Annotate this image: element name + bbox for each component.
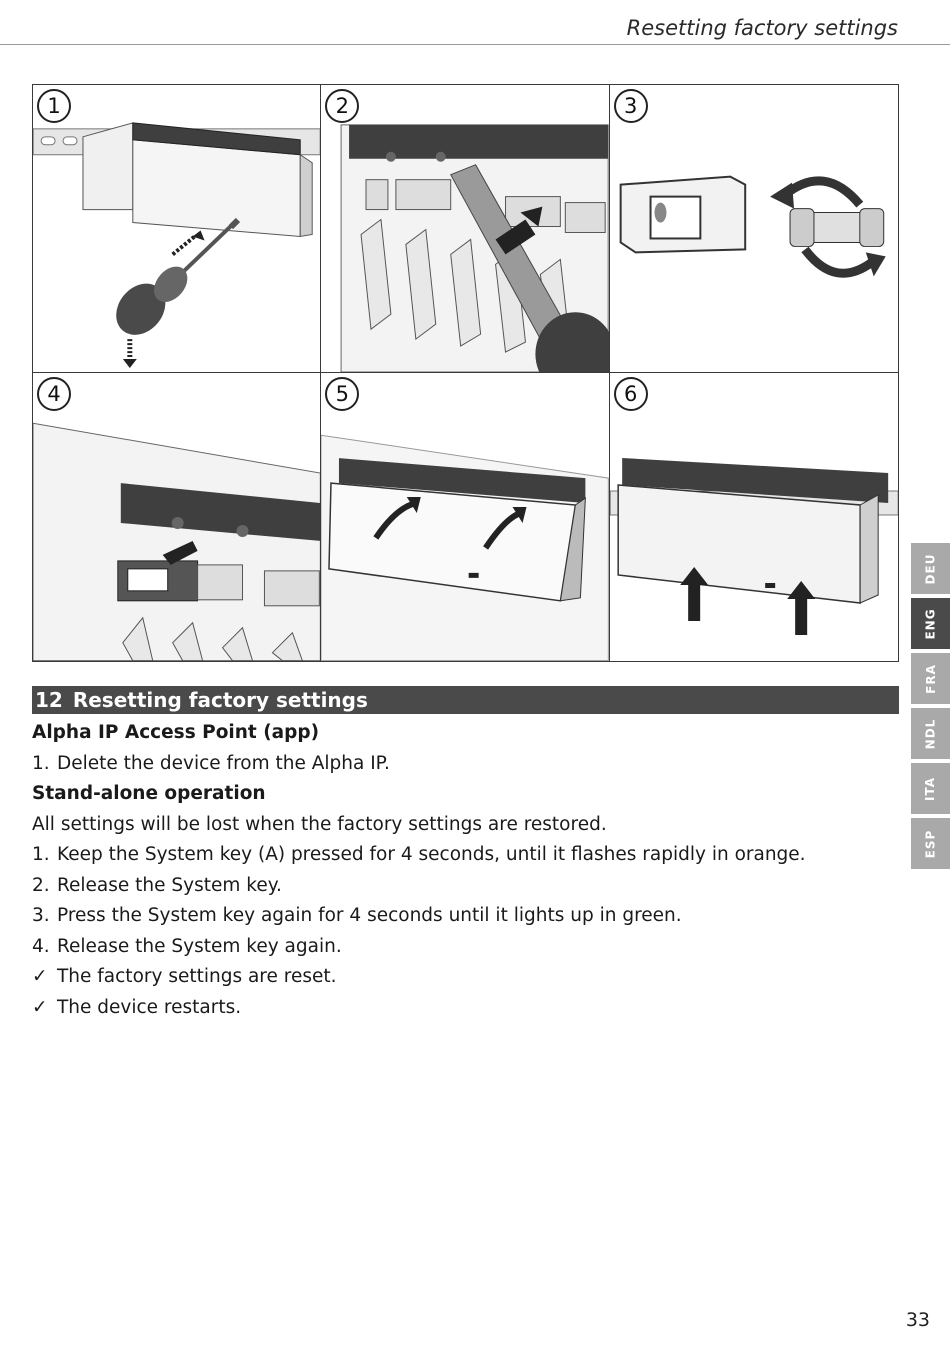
push-up-illustration (610, 373, 898, 661)
checkmark-icon: ✓ (32, 966, 48, 987)
step-panel-3 (610, 85, 898, 373)
header-rule (0, 44, 950, 45)
list-text: Press the System key again for 4 seconds until it lights up in green. (57, 905, 682, 926)
language-tab-label: ESP (923, 829, 938, 858)
standalone-heading: Stand-alone operation (32, 783, 266, 804)
language-tab-label: NDL (923, 718, 938, 749)
step-panel-4 (33, 373, 321, 661)
step-number-badge: 6 (614, 377, 648, 411)
step-panel-1 (33, 85, 321, 373)
standalone-intro: All settings will be lost when the factory settings are restored. (32, 813, 607, 835)
step-number-badge: 2 (325, 89, 359, 123)
screwdriver-illustration (33, 85, 320, 372)
list-text: Keep the System key (A) pressed for 4 seconds, until it flashes rapidly in orange. (57, 844, 806, 865)
list-item (32, 840, 892, 871)
language-tab-esp[interactable] (911, 818, 950, 869)
page-number: 33 (905, 1309, 930, 1331)
fuse-illustration (610, 85, 898, 372)
checkmark-icon: ✓ (32, 996, 48, 1018)
result-text: The factory settings are reset. (57, 966, 337, 987)
list-item (32, 932, 892, 963)
language-tab-eng[interactable] (911, 598, 950, 649)
list-marker: 1. (32, 752, 50, 774)
wiring-illustration (321, 85, 608, 372)
result-item (32, 962, 892, 993)
language-tab-ndl[interactable] (911, 708, 950, 759)
list-item (32, 871, 892, 902)
language-tab-fra[interactable] (911, 653, 950, 704)
section-heading-bar (32, 686, 899, 714)
app-heading: Alpha IP Access Point (app) (32, 722, 320, 743)
step-number-badge: 1 (37, 89, 71, 123)
language-tab-label: FRA (923, 663, 938, 694)
language-tab-label: ITA (923, 776, 938, 801)
language-tab-ita[interactable] (911, 763, 950, 814)
language-tab-deu[interactable] (911, 543, 950, 594)
instruction-figure (32, 84, 899, 662)
step-panel-2 (321, 85, 609, 373)
language-tabs (911, 543, 950, 873)
section-number: 12 (35, 688, 63, 712)
list-marker: 4. (32, 935, 50, 957)
step-panel-6 (610, 373, 898, 661)
list-marker: 3. (32, 905, 50, 926)
language-tab-label: ENG (923, 607, 938, 640)
module-insert-illustration (33, 373, 320, 661)
list-text: Delete the device from the Alpha IP. (57, 752, 390, 774)
list-text: Release the System key. (57, 874, 282, 896)
step-number-badge: 3 (614, 89, 648, 123)
cover-close-illustration (321, 373, 608, 661)
list-text: Release the System key again. (57, 935, 342, 957)
step-number-badge: 4 (37, 377, 71, 411)
step-panel-5 (321, 373, 609, 661)
list-marker: 1. (32, 844, 50, 865)
result-text: The device restarts. (57, 996, 242, 1018)
list-marker: 2. (32, 874, 50, 896)
running-header: Resetting factory settings (626, 16, 898, 40)
step-number-badge: 5 (325, 377, 359, 411)
list-item (32, 901, 892, 932)
section-title: Resetting factory settings (72, 688, 368, 712)
language-tab-label: DEU (923, 553, 938, 584)
list-item (32, 749, 892, 780)
result-item (32, 993, 892, 1024)
section-content (32, 718, 892, 1023)
